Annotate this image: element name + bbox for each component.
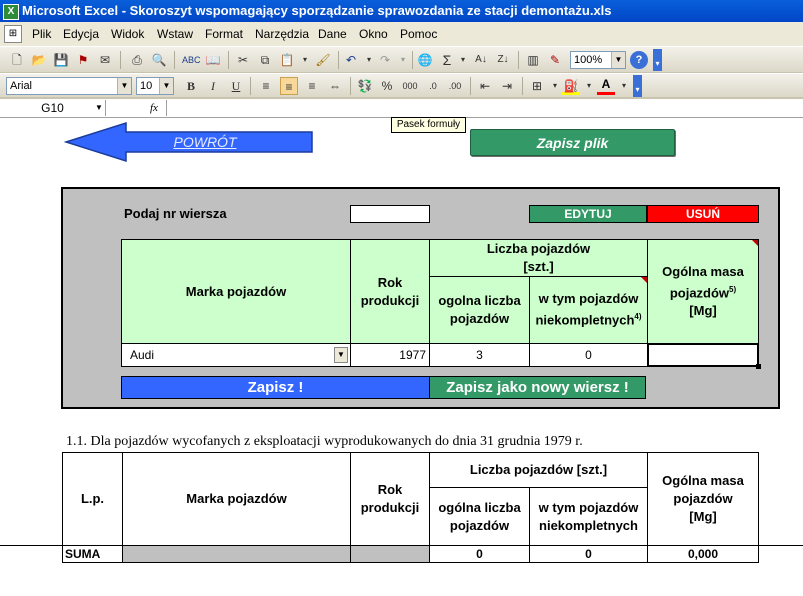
merge-center-icon[interactable]: ⇔: [329, 79, 341, 93]
font-name-value: Arial: [10, 80, 33, 92]
chevron-down-icon[interactable]: ▼: [95, 103, 103, 112]
sum-row-count-incomplete[interactable]: 0: [529, 545, 648, 563]
menu-plik[interactable]: Plik: [32, 27, 52, 41]
zoom-value: 100%: [574, 54, 603, 66]
font-color-dropdown-icon[interactable]: ▾: [621, 81, 626, 90]
borders-dropdown-icon[interactable]: ▾: [552, 81, 557, 90]
sum-row-count-total[interactable]: 0: [429, 545, 530, 563]
italic-button[interactable]: I: [211, 79, 215, 93]
undo-icon[interactable]: ↶: [345, 53, 357, 67]
autosum-icon[interactable]: Σ: [442, 52, 452, 68]
font-size-combo[interactable]: [136, 77, 174, 95]
font-size-value: 10: [140, 80, 153, 92]
row-number-label: Podaj nr wiersza: [124, 206, 227, 221]
title-bar: [0, 0, 803, 22]
paste-dropdown-icon[interactable]: ▾: [302, 55, 307, 64]
table-header-year: Rok produkcji: [350, 452, 430, 546]
copy-icon[interactable]: ⧉: [260, 53, 270, 67]
new-icon[interactable]: 🗋: [12, 53, 22, 67]
zoom-combo[interactable]: [570, 51, 626, 69]
underline-button[interactable]: U: [231, 79, 241, 93]
decrease-decimal-icon[interactable]: .00: [448, 81, 462, 91]
format-painter-icon[interactable]: 🖌: [315, 53, 331, 67]
menu-widok[interactable]: Widok: [111, 27, 145, 41]
menu-dane[interactable]: Dane: [318, 27, 347, 41]
fill-color-icon[interactable]: ⛽: [563, 79, 579, 93]
chevron-down-icon[interactable]: ▼: [159, 78, 173, 94]
paste-icon[interactable]: 📋: [279, 53, 295, 67]
edit-button[interactable]: EDYTUJ: [529, 205, 647, 223]
window-title: Microsoft Excel - Skoroszyt wspomagający sporządzanie sprawozdania ze stacji demontażu.xls: [22, 3, 612, 18]
bold-button[interactable]: B: [186, 79, 195, 93]
table-header-count-incomplete: w tym pojazdów niekompletnych: [529, 487, 648, 546]
sum-row-label[interactable]: SUMA: [62, 545, 123, 563]
name-box[interactable]: [0, 100, 106, 116]
fx-icon[interactable]: fx: [150, 102, 158, 114]
increase-decimal-icon[interactable]: .0: [429, 81, 437, 91]
menu-pomoc[interactable]: Pomoc: [400, 27, 438, 41]
tooltip: Pasek formuły: [391, 117, 466, 133]
year-input[interactable]: 1977: [350, 343, 430, 367]
sort-descending-icon[interactable]: Z↓: [497, 54, 509, 65]
help-icon[interactable]: ?: [630, 51, 648, 69]
menu-bar: [0, 22, 803, 46]
excel-icon: X: [3, 4, 19, 20]
save-icon[interactable]: 💾: [53, 53, 69, 67]
sum-row-year[interactable]: [350, 545, 430, 563]
menu-format[interactable]: Format: [205, 27, 244, 41]
sum-row-mass[interactable]: 0,000: [647, 545, 759, 563]
table-header-count-group: Liczba pojazdów [szt.]: [429, 452, 648, 488]
drawing-icon[interactable]: ✎: [549, 53, 561, 67]
brand-select-value: Audi: [130, 348, 155, 362]
back-button-label[interactable]: POWRÓT: [173, 134, 237, 150]
form-header-count-total: ogolna liczba pojazdów: [429, 276, 530, 344]
chevron-down-icon[interactable]: ▼: [611, 52, 625, 68]
count-total-input[interactable]: 3: [429, 343, 530, 367]
menu-wstaw[interactable]: Wstaw: [157, 27, 193, 41]
save-row-button[interactable]: Zapisz !: [121, 376, 430, 399]
borders-icon[interactable]: ⊞: [531, 79, 543, 93]
save-file-button[interactable]: Zapisz plik: [470, 129, 675, 156]
email-icon[interactable]: ✉: [99, 53, 111, 67]
fill-dropdown-icon[interactable]: ▾: [586, 81, 591, 90]
spelling-icon[interactable]: ABC: [182, 55, 201, 65]
print-icon[interactable]: ⎙: [132, 53, 142, 67]
formatting-toolbar: [0, 74, 803, 98]
chart-wizard-icon[interactable]: ▥: [527, 53, 539, 67]
align-right-icon[interactable]: ≡: [308, 79, 316, 93]
sort-ascending-icon[interactable]: A↓: [475, 54, 487, 65]
autosum-dropdown-icon[interactable]: ▾: [460, 55, 465, 64]
decrease-indent-icon[interactable]: ⇤: [479, 79, 491, 93]
form-header-year: Rok produkcji: [350, 239, 430, 344]
menu-okno[interactable]: Okno: [359, 27, 388, 41]
delete-button[interactable]: USUŃ: [647, 205, 759, 223]
font-name-combo[interactable]: [6, 77, 132, 95]
form-header-brand: Marka pojazdów: [121, 239, 351, 344]
research-icon[interactable]: 📖: [205, 53, 221, 67]
table-header-brand: Marka pojazdów: [122, 452, 351, 546]
hyperlink-icon[interactable]: 🌐: [417, 53, 433, 67]
chevron-down-icon[interactable]: ▼: [117, 78, 131, 94]
permission-icon[interactable]: ⚑: [77, 53, 89, 67]
count-incomplete-input[interactable]: 0: [529, 343, 648, 367]
form-header-mass: Ogólna masa pojazdów$^{5)}$ [Mg]: [647, 239, 759, 344]
thousands-button[interactable]: 000: [402, 81, 418, 91]
row-number-input[interactable]: [350, 205, 430, 223]
toolbar-options-icon[interactable]: ▾: [633, 75, 642, 97]
section-title: 1.1. Dla pojazdów wycofanych z eksploatacji wyprodukowanych do dnia 31 grudnia 1979 r.: [66, 434, 583, 449]
print-preview-icon[interactable]: 🔍: [151, 53, 167, 67]
increase-indent-icon[interactable]: ⇥: [501, 79, 513, 93]
mass-input[interactable]: [647, 343, 759, 367]
undo-dropdown-icon[interactable]: ▾: [366, 55, 371, 64]
align-center-icon[interactable]: ≡: [280, 77, 298, 95]
font-color-icon[interactable]: A: [597, 77, 615, 95]
chevron-down-icon[interactable]: ▼: [334, 347, 348, 363]
redo-dropdown-icon[interactable]: ▾: [400, 55, 405, 64]
table-header-mass: Ogólna masa pojazdów [Mg]: [647, 452, 759, 546]
formula-bar: [0, 98, 803, 118]
form-header-count-group: Liczba pojazdów [szt.]: [429, 239, 648, 277]
form-header-count-incomplete: w tym pojazdów niekompletnych$^{4)}$: [529, 276, 648, 344]
open-icon[interactable]: 📂: [31, 53, 47, 67]
workbook-icon[interactable]: ⊞: [4, 25, 22, 43]
percent-button[interactable]: %: [381, 79, 393, 93]
toolbar-options-icon[interactable]: ▾: [653, 49, 662, 71]
menu-narzedzia[interactable]: Narzędzia: [255, 27, 310, 41]
table-header-lp: L.p.: [62, 452, 123, 546]
name-box-value: G10: [41, 101, 64, 115]
menu-edycja[interactable]: Edycja: [63, 27, 100, 41]
formula-input[interactable]: [167, 100, 803, 116]
table-header-count-total: ogólna liczba pojazdów: [429, 487, 530, 546]
redo-icon[interactable]: ↷: [379, 53, 391, 67]
cut-icon[interactable]: ✂: [237, 53, 249, 67]
standard-toolbar: [0, 47, 803, 73]
sum-row-brand[interactable]: [122, 545, 351, 563]
fill-handle[interactable]: [756, 364, 761, 369]
currency-icon[interactable]: 💱: [357, 79, 373, 93]
save-new-row-button[interactable]: Zapisz jako nowy wiersz !: [429, 376, 646, 399]
brand-select[interactable]: [121, 343, 351, 367]
align-left-icon[interactable]: ≡: [262, 79, 270, 93]
